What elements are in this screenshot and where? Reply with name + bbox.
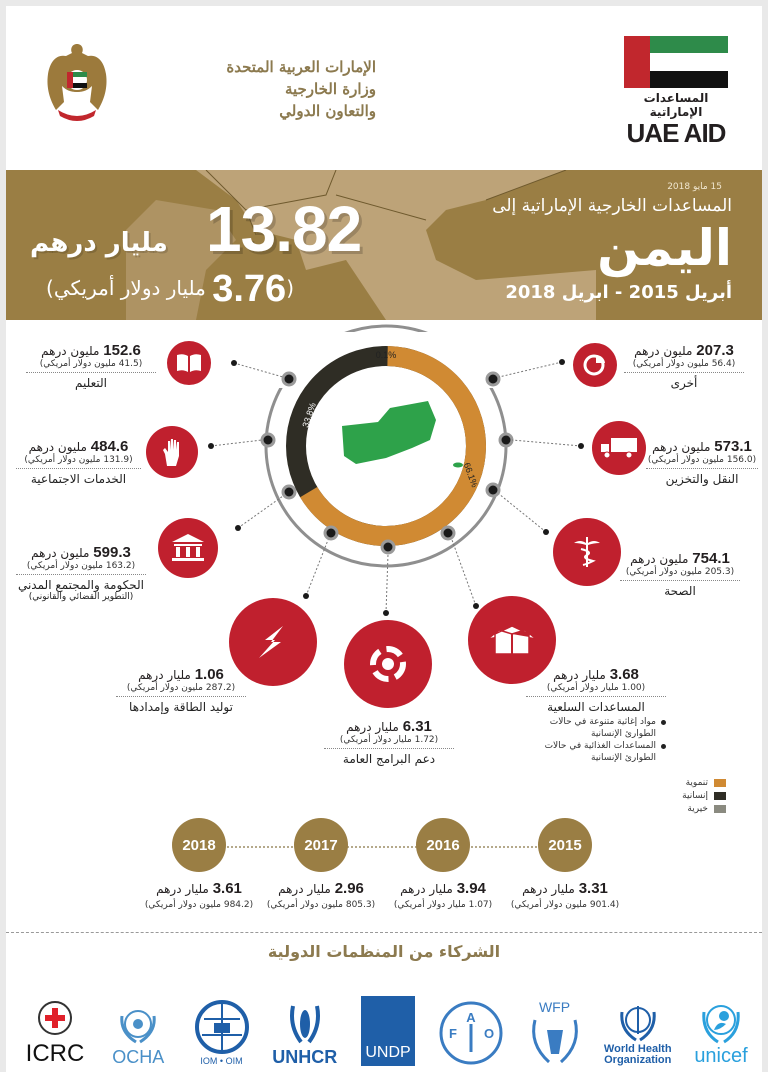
banner-subtitle: المساعدات الخارجية الإماراتية إلى bbox=[492, 196, 732, 216]
government-label: الحكومة والمجتمع المدني bbox=[17, 578, 145, 592]
cycle-arrows-icon bbox=[365, 641, 411, 687]
unhcr-logo: UNHCR bbox=[268, 980, 342, 1066]
energy-label: توليد الطاقة وإمدادها bbox=[129, 700, 233, 714]
ministry-line-2: وزارة الخارجية bbox=[284, 80, 376, 98]
pie-chart-icon bbox=[583, 353, 607, 377]
government-usd: (163.2 مليون دولار أمريكي) bbox=[16, 561, 146, 575]
government-sublabel: (التطوير القضائي والقانوني) bbox=[28, 592, 134, 602]
category-health bbox=[620, 550, 740, 598]
who-emblem-icon bbox=[616, 1000, 660, 1044]
other-amount: 207.3 مليون درهم bbox=[634, 342, 734, 359]
health-icon-circle bbox=[553, 518, 621, 586]
wfp-logo: WFP bbox=[518, 980, 592, 1066]
report-date: 15 مايو 2018 bbox=[667, 182, 722, 192]
svg-text:F: F bbox=[449, 1026, 458, 1041]
legend-development: تنموية bbox=[682, 776, 726, 789]
commodity-amount: 3.68 مليار درهم bbox=[553, 666, 639, 683]
partners-title: الشركاء من المنظمات الدولية bbox=[267, 942, 501, 961]
ocha-logo: OCHA bbox=[101, 980, 175, 1066]
education-usd: (41.5 مليون دولار أمريكي) bbox=[26, 359, 156, 373]
general-label: دعم البرامج العامة bbox=[342, 752, 436, 766]
pct-humanitarian: 33.8% bbox=[300, 401, 318, 429]
country-name: اليمن bbox=[597, 219, 732, 277]
commodity-bullets bbox=[526, 716, 666, 764]
book-icon bbox=[176, 353, 202, 373]
partner-logos bbox=[18, 976, 758, 1066]
iom-globe-icon bbox=[194, 999, 250, 1055]
fao-wheat-icon bbox=[438, 1000, 504, 1066]
red-cross-icon bbox=[37, 1000, 73, 1036]
other-usd: (56.4 مليون دولار أمريكي) bbox=[624, 359, 744, 373]
unicef-logo: unicef bbox=[684, 980, 758, 1066]
lightning-icon bbox=[253, 622, 293, 662]
total-usd-unit: مليار دولار أمريكي bbox=[53, 276, 206, 300]
year-2016: 2016 3.94 مليار درهم (1.07 مليار دولار أمريكي) bbox=[368, 818, 518, 910]
health-label: الصحة bbox=[664, 584, 696, 598]
category-commodity bbox=[526, 666, 666, 764]
infographic-page bbox=[6, 6, 762, 1072]
period-range: أبريل 2015 - ابريل 2018 bbox=[505, 282, 732, 303]
category-education bbox=[26, 342, 156, 390]
health-usd: (205.3 مليون دولار أمريكي) bbox=[620, 567, 740, 581]
year-badge: 2016 bbox=[416, 818, 470, 872]
government-building-icon bbox=[170, 534, 206, 562]
category-energy bbox=[116, 666, 246, 714]
category-other bbox=[624, 342, 744, 390]
transport-usd: (156.0 مليون دولار أمريكي) bbox=[646, 455, 758, 469]
pct-charity: 0.1% bbox=[375, 350, 397, 360]
year-badge: 2017 bbox=[294, 818, 348, 872]
hand-icon bbox=[161, 438, 183, 466]
social-label: الخدمات الاجتماعية bbox=[30, 472, 127, 486]
category-social bbox=[16, 438, 141, 486]
category-transport bbox=[646, 438, 758, 486]
transport-amount: 573.1 مليون درهم bbox=[652, 438, 752, 455]
education-label: التعليم bbox=[75, 376, 107, 390]
fao-logo bbox=[434, 980, 508, 1066]
legend-humanitarian: إنسانية bbox=[682, 789, 726, 802]
chart-legend bbox=[682, 776, 726, 815]
svg-text:O: O bbox=[484, 1026, 495, 1041]
wfp-wreath-icon bbox=[527, 1014, 583, 1066]
ministry-line-3: والتعاون الدولي bbox=[279, 102, 376, 120]
commodity-bullet: المساعدات الغذائية في حالات الطوارئ الإنسانية bbox=[526, 740, 666, 764]
undp-logo: UNDP bbox=[351, 980, 425, 1066]
iom-logo: IOM • OIM bbox=[185, 980, 259, 1066]
unicef-emblem-icon bbox=[698, 1000, 744, 1046]
social-icon-circle bbox=[146, 426, 198, 478]
caduceus-icon bbox=[572, 535, 602, 569]
general-programs-icon-circle bbox=[344, 620, 432, 708]
commodity-label: المساعدات السلعية bbox=[547, 700, 645, 714]
year-2018: 2018 3.61 مليار درهم (984.2 مليون دولار أمريكي) bbox=[124, 818, 274, 910]
general-usd: (1.72 مليار دولار أمريكي) bbox=[324, 735, 454, 749]
social-usd: (131.9 مليون دولار أمريكي) bbox=[16, 455, 141, 469]
year-2017: 2017 2.96 مليار درهم (805.3 مليون دولار أمريكي) bbox=[246, 818, 396, 910]
year-badge: 2015 bbox=[538, 818, 592, 872]
commodity-usd: (1.00 مليار دولار أمريكي) bbox=[526, 683, 666, 697]
yearly-timeline bbox=[6, 814, 762, 924]
energy-amount: 1.06 مليار درهم bbox=[138, 666, 224, 683]
government-icon-circle bbox=[158, 518, 218, 578]
brand-english: UAE AID bbox=[626, 118, 726, 148]
who-logo: World Health Organization bbox=[601, 980, 675, 1066]
education-amount: 152.6 مليون درهم bbox=[41, 342, 141, 359]
total-aed-value: 13.82 bbox=[206, 193, 362, 265]
education-icon-circle bbox=[167, 341, 211, 385]
category-general-programs bbox=[324, 718, 454, 766]
brand-arabic: المساعدات الإماراتية bbox=[643, 91, 709, 119]
social-amount: 484.6 مليون درهم bbox=[28, 438, 129, 455]
year-badge: 2018 bbox=[172, 818, 226, 872]
svg-text:A: A bbox=[466, 1010, 476, 1025]
year-2015: 2015 3.31 مليار درهم (901.4 مليون دولار أمريكي) bbox=[490, 818, 640, 910]
other-label: أخرى bbox=[670, 376, 698, 390]
section-divider bbox=[6, 932, 762, 933]
health-amount: 754.1 مليون درهم bbox=[630, 550, 730, 567]
commodity-bullet: مواد إغاثية متنوعة في حالات الطوارئ الإنسانية bbox=[526, 716, 666, 740]
ministry-line-1: الإمارات العربية المتحدة bbox=[226, 58, 376, 76]
government-amount: 599.3 مليون درهم bbox=[31, 544, 131, 561]
icrc-logo: ICRC bbox=[18, 980, 92, 1066]
legend-charity: خيرية bbox=[682, 802, 726, 815]
pct-development: 66.1% bbox=[461, 461, 480, 489]
truck-icon bbox=[599, 436, 639, 460]
category-government bbox=[16, 544, 146, 602]
transport-label: النقل والتخزين bbox=[665, 472, 739, 486]
other-icon-circle bbox=[573, 343, 617, 387]
box-icon bbox=[487, 620, 537, 660]
general-amount: 6.31 مليار درهم bbox=[346, 718, 432, 735]
unhcr-hands-icon bbox=[285, 1002, 325, 1048]
total-aed-unit: مليار درهم bbox=[30, 228, 168, 258]
transport-icon-circle bbox=[592, 421, 646, 475]
total-usd-value: 3.76 bbox=[212, 268, 287, 310]
total-usd: (3.76 مليار دولار أمريكي) bbox=[46, 268, 295, 310]
energy-usd: (287.2 مليون دولار أمريكي) bbox=[116, 683, 246, 697]
un-wreath-icon bbox=[116, 1002, 160, 1046]
yemen-map-icon bbox=[342, 401, 436, 464]
